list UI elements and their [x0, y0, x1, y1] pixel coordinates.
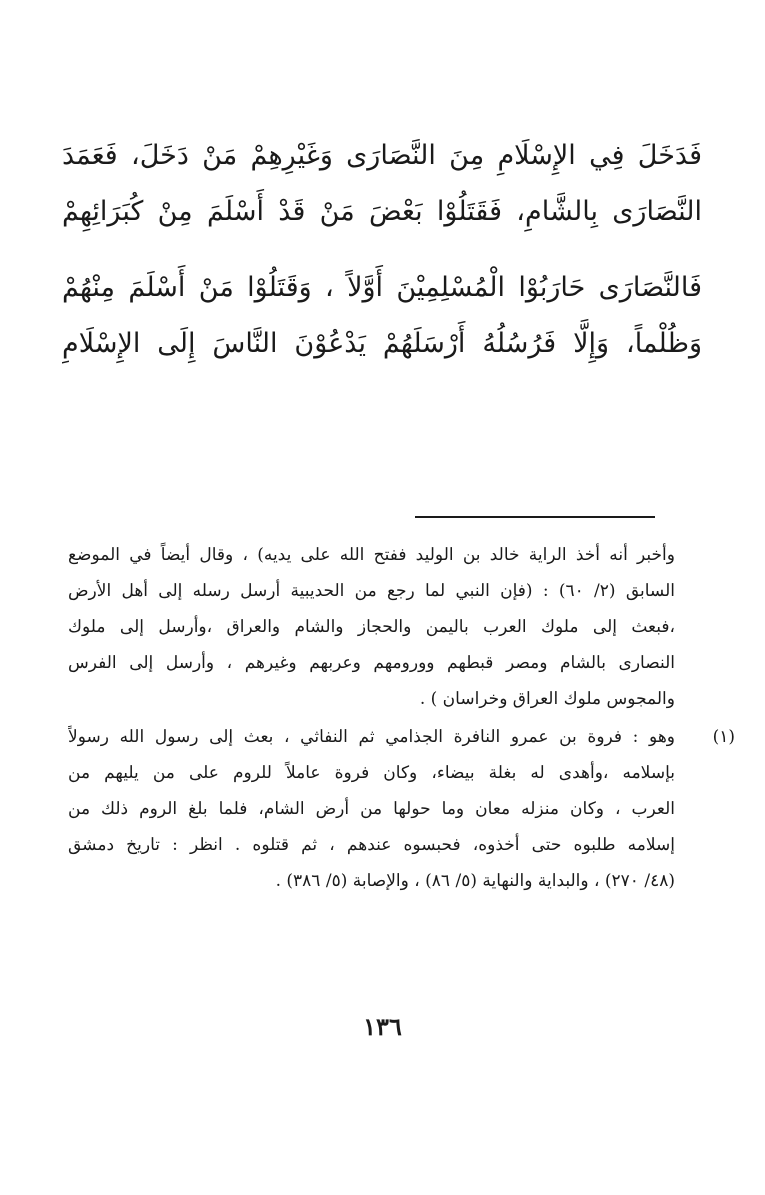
main-paragraph-2 [62, 260, 702, 372]
footnote-line: بإسلامه ،وأهدى له بغلة بيضاء، وكان فروة عاملاً للروم على من يليهم من [68, 763, 675, 783]
footnote-line: وأخبر أنه أخذ الراية خالد بن الوليد ففتح الله على يديه) ، وقال أيضاً في الموضع [68, 545, 675, 565]
footnote-line: النصارى بالشام ومصر قبطهم وورومهم وعربهم وغيرهم ، وأرسل إلى الفرس [68, 653, 675, 673]
main-paragraph-1 [62, 128, 702, 240]
main-text-line: النَّصَارَى بِالشَّامِ، فَقَتَلُوْا بَعْضَ مَنْ قَدْ أَسْلَمَ مِنْ كُبَرَائِهِمْ [62, 196, 702, 227]
footnote-1 [68, 719, 735, 899]
main-text-line: فَالنَّصَارَى حَارَبُوْا الْمُسْلِمِيْنَ أَوَّلاً ، وَقَتَلُوْا مَنْ أَسْلَمَ مِنْهُمْ [62, 272, 702, 303]
footnote-line: إسلامه طلبوه حتى أخذوه، فحبسوه عندهم ، ثم قتلوه . انظر : تاريخ دمشق [68, 835, 675, 855]
footnote-continuation [68, 537, 705, 717]
footnote-line: العرب ، وكان منزله معان وما حولها من أرض الشام، فلما بلغ الروم ذلك من [68, 799, 675, 819]
main-text-line: فَدَخَلَ فِي الإِسْلَامِ مِنَ النَّصَارَى وَغَيْرِهِمْ مَنْ دَخَلَ، فَعَمَدَ [62, 140, 702, 171]
footnote-line: السابق (٢/ ٦٠) : (فإن النبي لما رجع من الحديبية أرسل رسله إلى أهل الأرض [68, 581, 675, 601]
footnote-line: (٤٨/ ٢٧٠) ، والبداية والنهاية (٥/ ٨٦) ، والإصابة (٥/ ٣٨٦) . [275, 871, 675, 891]
main-text-line: وَظُلْماً، وَإِلَّا فَرُسُلُهُ أَرْسَلَهُمْ يَدْعُوْنَ النَّاسَ إِلَى الإِسْلَامِ [62, 328, 702, 359]
footnote-line: ،فبعث إلى ملوك العرب باليمن والحجاز والشام والعراق ،وأرسل إلى ملوك [68, 617, 675, 637]
page-number: ١٣٦ [363, 1012, 402, 1041]
footnotes-section [68, 537, 735, 899]
footnote-line: وهو : فروة بن عمرو النافرة الجذامي ثم النفاثي ، بعث إلى رسول الله رسولاً [68, 727, 675, 747]
footnote-marker: (١) [712, 727, 735, 747]
footnote-line: والمجوس ملوك العراق وخراسان ) . [419, 689, 675, 709]
footnote-separator [415, 516, 655, 518]
